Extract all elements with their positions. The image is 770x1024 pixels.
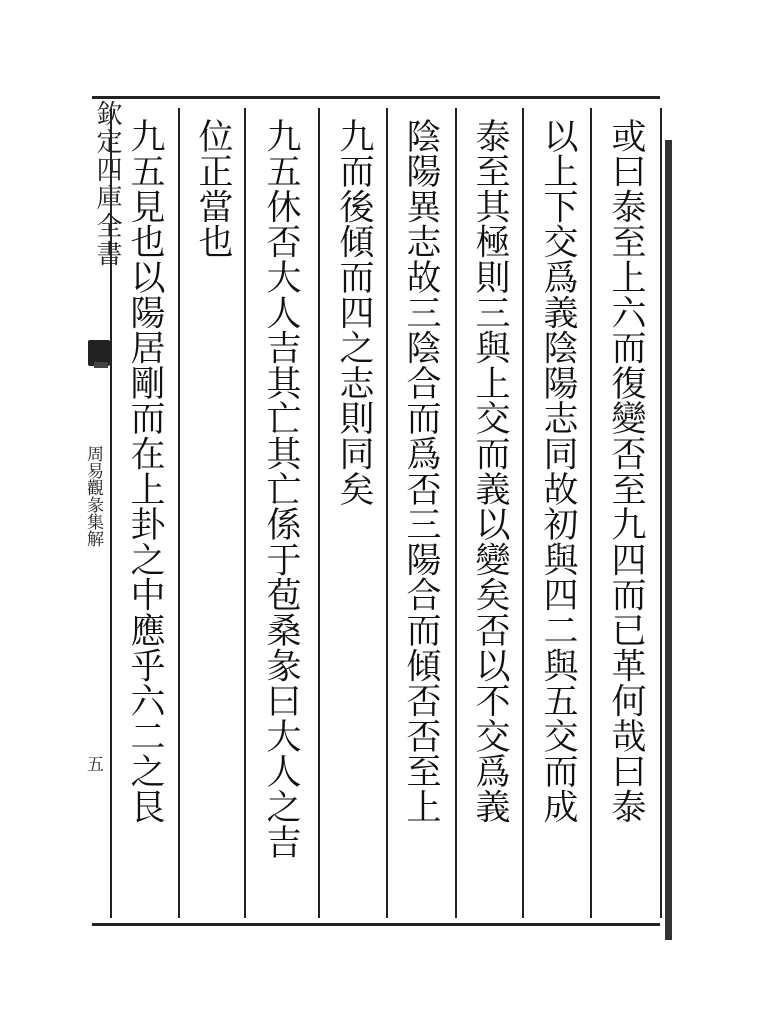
text-column-8: 九五見也以陽居剛而在上卦之中應乎六二之艮 <box>125 118 165 824</box>
text-column-3: 泰至其極則三與上交而義以變矣否以不交爲義 <box>470 118 510 824</box>
column-divider <box>244 108 246 918</box>
page-edge-shadow <box>665 140 672 940</box>
column-divider <box>110 108 112 918</box>
text-column-5: 九而後傾而四之志則同矣 <box>334 118 374 507</box>
column-divider <box>318 108 320 918</box>
text-column-2: 以上下交爲義陰陽志同故初與四二與五交而成 <box>538 118 578 824</box>
margin-title: 欽定四庫全書 <box>92 100 122 268</box>
margin-page-number: 五 <box>83 755 103 772</box>
column-divider <box>455 108 457 918</box>
text-column-6: 九五休否大人吉其亡其亡係于苞桑彖曰大人之吉 <box>261 118 301 860</box>
margin-book-title: 周易觀彖集解 <box>83 445 103 547</box>
column-divider <box>178 108 180 918</box>
text-column-1: 或曰泰至上六而復變否至九四而已革何哉曰泰 <box>606 118 646 824</box>
column-divider <box>386 108 388 918</box>
text-column-7: 位正當也 <box>193 118 233 260</box>
fish-tail-mark-lower <box>94 362 108 368</box>
column-divider <box>590 108 592 918</box>
column-divider <box>522 108 524 918</box>
text-column-4: 陰陽異志故三陰合而爲否三陽合而傾否否至上 <box>401 118 441 824</box>
column-divider <box>660 108 662 918</box>
